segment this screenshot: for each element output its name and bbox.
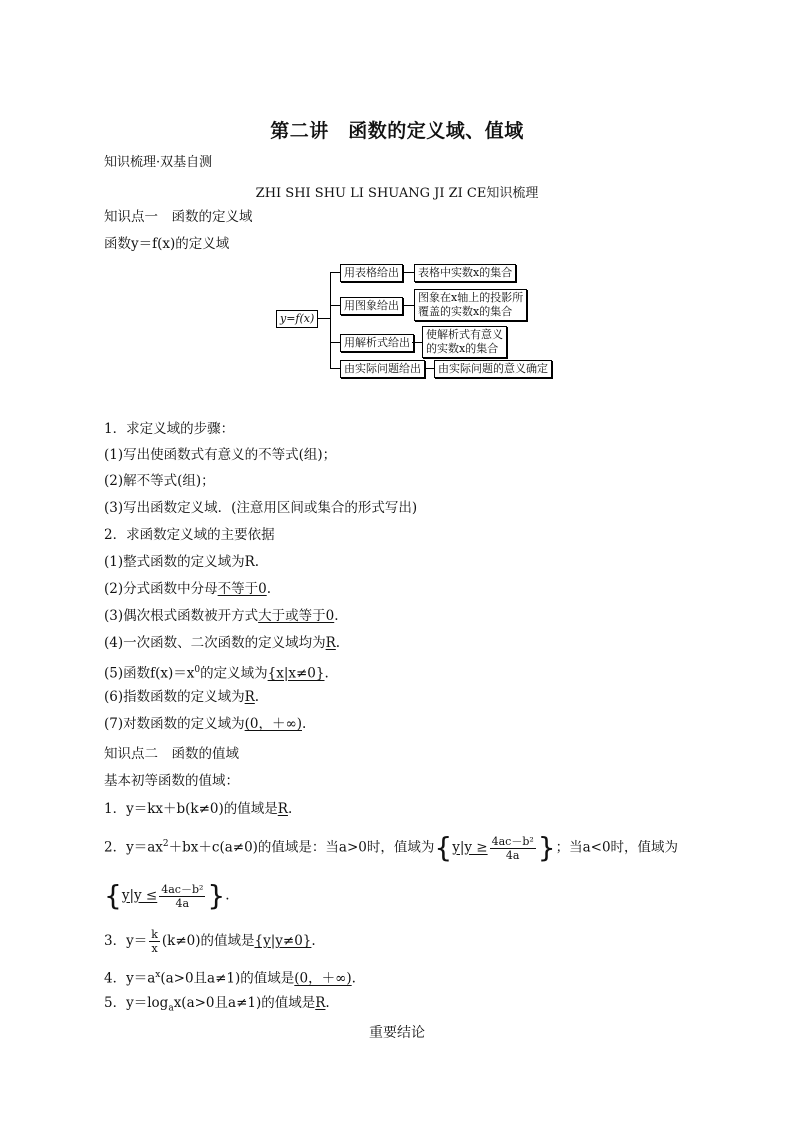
text: . <box>334 608 339 624</box>
text: (3)偶次根式函数被开方式 <box>104 608 259 624</box>
basis-4 <box>104 634 340 652</box>
steps-heading: 1．求定义域的步骤： <box>104 421 235 437</box>
fraction-denominator: x <box>151 942 158 955</box>
domain-diagram <box>274 262 564 380</box>
text: . <box>287 801 293 817</box>
diagram-result-2-line1: 图象在x轴上的投影所 <box>418 291 524 304</box>
connector <box>404 272 414 273</box>
text: . <box>335 635 341 651</box>
connector <box>330 305 340 306</box>
subscript: a <box>168 1003 174 1014</box>
basis-1: (1)整式函数的定义域为R. <box>104 554 260 570</box>
text: 2．y＝ax <box>104 839 163 856</box>
answer-blank: R <box>325 635 336 651</box>
step-2: (2)解不等式(组)； <box>104 473 215 489</box>
answer-blank: R <box>244 689 255 705</box>
superscript: 2 <box>162 839 169 849</box>
fraction <box>159 883 205 910</box>
step-3: (3)写出函数定义域．(注意用区间或集合的形式写出) <box>104 500 418 516</box>
answer-blank: R <box>315 995 326 1011</box>
range-2 <box>104 831 679 864</box>
answer-blank: 大于或等于0 <box>258 608 335 624</box>
text: . <box>302 716 307 732</box>
basis-6 <box>104 688 259 706</box>
text: . <box>325 995 330 1011</box>
text: . <box>225 887 230 904</box>
diagram-result-2-line2: 覆盖的实数x的集合 <box>418 305 513 318</box>
answer-blank: 不等于0 <box>217 581 267 597</box>
basis-5 <box>104 661 329 683</box>
answer-blank: {y|y≠0} <box>254 933 312 949</box>
text: x(a>0且a≠1)的值域是 <box>173 995 316 1011</box>
basis-3 <box>104 607 339 625</box>
fraction-numerator: k <box>151 928 158 941</box>
diagram-method-1: 用表格给出 <box>340 264 403 282</box>
right-brace: } <box>537 831 556 864</box>
fraction-denominator: 4a <box>175 896 190 910</box>
text: 1．y＝kx＋b(k≠0)的值域是 <box>104 801 278 817</box>
text: (6)指数函数的定义域为 <box>104 689 245 705</box>
point2-heading: 知识点二 函数的值域 <box>104 746 239 762</box>
text: (4)一次函数、二次函数的定义域均为 <box>104 635 326 651</box>
answer-blank: {x|x≠0} <box>267 665 325 682</box>
text: 5．y＝log <box>104 995 169 1011</box>
fraction <box>490 835 536 862</box>
point1-heading: 知识点一 函数的定义域 <box>104 209 253 225</box>
connector <box>330 342 340 343</box>
text: . <box>254 689 260 705</box>
text: . <box>324 665 329 682</box>
range-1 <box>104 800 292 818</box>
left-brace: { <box>104 879 122 912</box>
text: 3．y＝ <box>104 933 148 949</box>
connector <box>330 368 340 369</box>
text: ；当a<0时，值域为 <box>555 839 679 856</box>
fraction-denominator: 4a <box>505 848 520 862</box>
pinyin-line: ZHI SHI SHU LI SHUANG JI ZI CE知识梳理 <box>255 186 539 201</box>
basis-2 <box>104 580 271 598</box>
left-brace: { <box>434 831 453 864</box>
range-5 <box>104 994 330 1018</box>
range-4 <box>104 966 356 988</box>
connector <box>330 272 340 273</box>
diagram-result-3-line1: 使解析式有意义 <box>426 328 503 341</box>
connector <box>330 272 331 368</box>
point1-sub: 函数y＝f(x)的定义域 <box>104 236 230 252</box>
footer-heading: 重要结论 <box>369 1025 425 1041</box>
diagram-method-3: 用解析式给出 <box>340 334 414 352</box>
text: (2)分式函数中分母 <box>104 581 218 597</box>
answer-blank: (0，＋∞) <box>244 716 302 732</box>
fraction-numerator: 4ac－b² <box>491 834 534 848</box>
diagram-result-4: 由实际问题的意义确定 <box>434 360 552 378</box>
point2-sub: 基本初等函数的值域： <box>104 773 239 789</box>
text: 4．y＝a <box>104 970 156 987</box>
text: (a>0且a≠1)的值域是 <box>160 970 295 987</box>
right-brace: } <box>207 879 226 912</box>
text: . <box>266 581 272 597</box>
basis-heading: 2．求函数定义域的主要依据 <box>104 527 275 543</box>
text: . <box>351 970 356 987</box>
text: ＋bx＋c(a≠0)的值域是：当a>0时，值域为 <box>168 839 435 856</box>
answer-blank: y|y ≤ <box>121 887 158 904</box>
range-3 <box>104 928 316 955</box>
text: . <box>311 933 316 949</box>
fraction <box>149 928 160 955</box>
diagram-result-3-line2: 的实数x的集合 <box>426 342 499 355</box>
range-2-cont <box>104 879 230 912</box>
diagram-result-1: 表格中实数x的集合 <box>414 264 516 282</box>
diagram-method-4: 由实际问题给出 <box>340 360 425 378</box>
diagram-root: y=f(x) <box>276 310 318 328</box>
answer-blank: (0，＋∞) <box>294 970 352 987</box>
text: 的定义域为 <box>200 665 268 682</box>
fraction-numerator: 4ac－b² <box>161 882 204 896</box>
page-title: 第二讲 函数的定义域、值域 <box>270 120 524 142</box>
step-1: (1)写出使函数式有意义的不等式(组)； <box>104 447 337 463</box>
answer-blank: R <box>277 801 288 817</box>
connector <box>412 342 422 343</box>
diagram-method-2: 用图象给出 <box>340 297 403 315</box>
text: (5)函数f(x)＝x <box>104 665 195 682</box>
basis-7 <box>104 715 306 733</box>
superscript: x <box>155 970 161 980</box>
section-header: 知识梳理·双基自测 <box>104 155 213 170</box>
connector <box>318 318 330 319</box>
diagram-result-3 <box>422 326 507 358</box>
diagram-result-2 <box>414 289 527 321</box>
text: (k≠0)的值域是 <box>161 933 255 949</box>
answer-blank: y|y ≥ <box>452 839 488 856</box>
connector <box>424 368 434 369</box>
superscript: 0 <box>194 665 201 675</box>
connector <box>404 305 414 306</box>
text: (7)对数函数的定义域为 <box>104 716 245 732</box>
